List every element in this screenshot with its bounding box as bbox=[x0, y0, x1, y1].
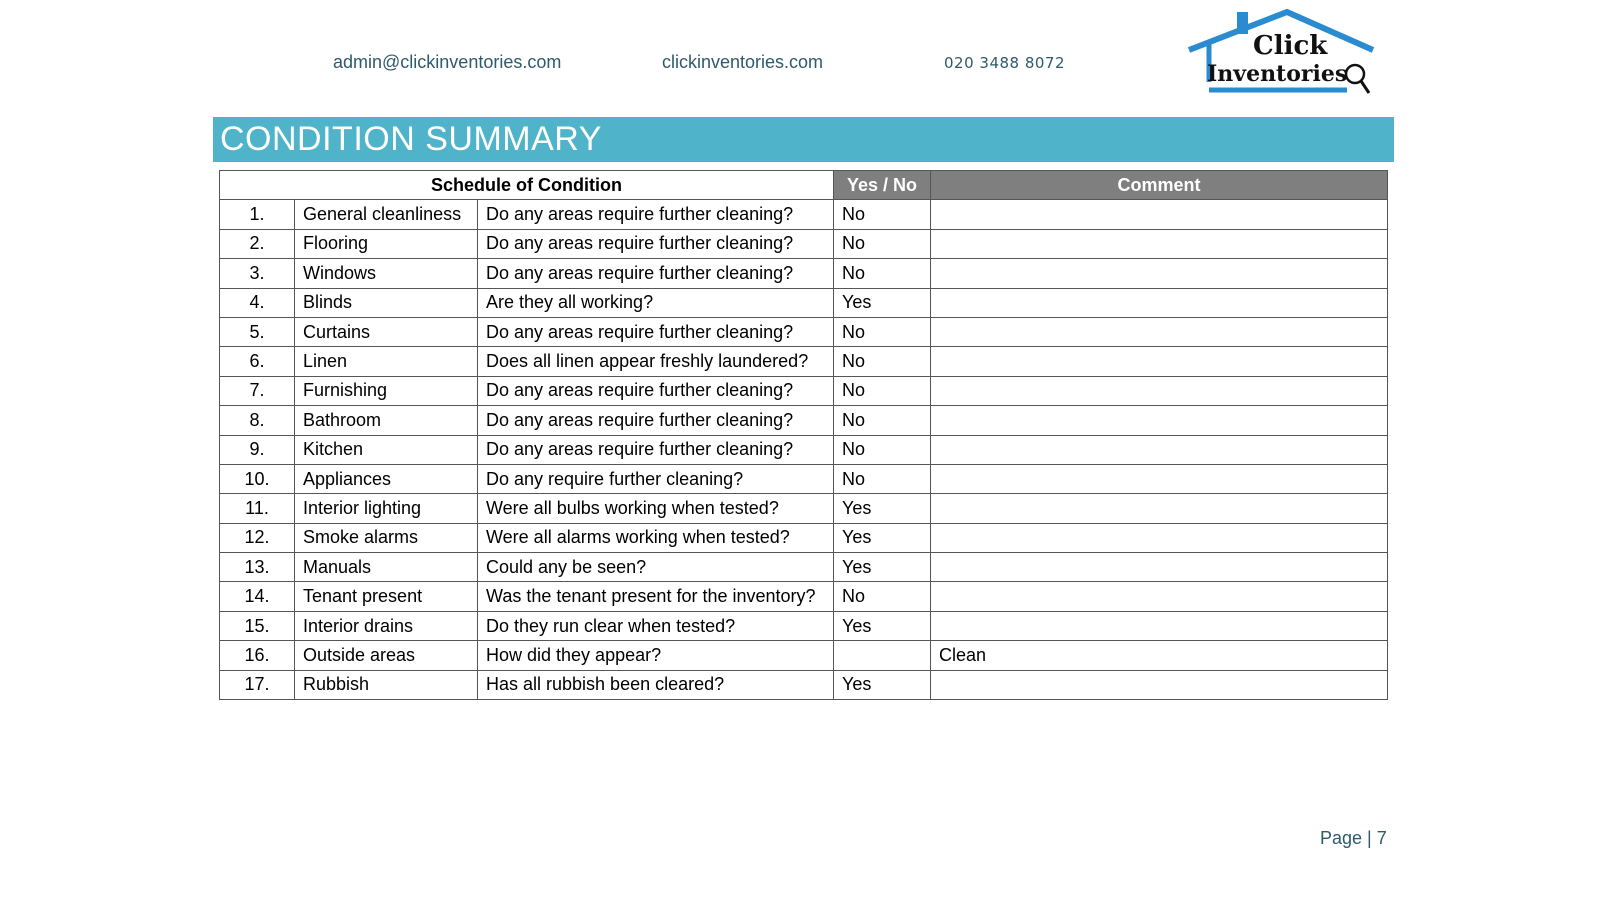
logo-line1: Click bbox=[1253, 31, 1328, 61]
row-number: 5. bbox=[220, 317, 295, 346]
table-row bbox=[220, 670, 1388, 699]
table-row bbox=[220, 376, 1388, 405]
page-number: Page | 7 bbox=[1320, 828, 1387, 848]
row-answer: No bbox=[834, 582, 931, 611]
row-comment bbox=[931, 553, 1388, 582]
row-answer: No bbox=[834, 376, 931, 405]
row-question: Has all rubbish been cleared? bbox=[478, 670, 834, 699]
row-question: How did they appear? bbox=[478, 641, 834, 670]
row-item: Curtains bbox=[295, 317, 478, 346]
row-item: Tenant present bbox=[295, 582, 478, 611]
row-answer: No bbox=[834, 464, 931, 493]
row-number: 4. bbox=[220, 288, 295, 317]
header-email[interactable]: admin@clickinventories.com bbox=[333, 52, 562, 72]
row-question: Do any areas require further cleaning? bbox=[478, 317, 834, 346]
row-item: Outside areas bbox=[295, 641, 478, 670]
table-row bbox=[220, 347, 1388, 376]
row-answer: No bbox=[834, 229, 931, 258]
row-number: 6. bbox=[220, 347, 295, 376]
row-item: Smoke alarms bbox=[295, 523, 478, 552]
row-answer: Yes bbox=[834, 611, 931, 640]
row-number: 16. bbox=[220, 641, 295, 670]
table-row bbox=[220, 406, 1388, 435]
row-answer: No bbox=[834, 259, 931, 288]
header-comment: Comment bbox=[931, 171, 1388, 200]
row-answer: No bbox=[834, 347, 931, 376]
magnifier-icon bbox=[1346, 65, 1364, 83]
table-row bbox=[220, 464, 1388, 493]
row-item: Appliances bbox=[295, 464, 478, 493]
table-row bbox=[220, 229, 1388, 258]
row-item: Manuals bbox=[295, 553, 478, 582]
row-comment bbox=[931, 670, 1388, 699]
row-item: Kitchen bbox=[295, 435, 478, 464]
row-question: Were all alarms working when tested? bbox=[478, 523, 834, 552]
table-row bbox=[220, 582, 1388, 611]
table-row bbox=[220, 288, 1388, 317]
table-row bbox=[220, 494, 1388, 523]
row-comment bbox=[931, 435, 1388, 464]
table-row bbox=[220, 259, 1388, 288]
row-comment bbox=[931, 582, 1388, 611]
row-question: Do any areas require further cleaning? bbox=[478, 200, 834, 229]
header-schedule: Schedule of Condition bbox=[220, 171, 834, 200]
row-question: Were all bulbs working when tested? bbox=[478, 494, 834, 523]
row-number: 2. bbox=[220, 229, 295, 258]
company-logo bbox=[1187, 8, 1387, 98]
row-answer: Yes bbox=[834, 288, 931, 317]
section-title: CONDITION SUMMARY bbox=[213, 117, 1394, 162]
logo-line2: Inventories bbox=[1207, 61, 1348, 87]
row-question: Are they all working? bbox=[478, 288, 834, 317]
row-comment: Clean bbox=[931, 641, 1388, 670]
row-answer: No bbox=[834, 406, 931, 435]
row-number: 17. bbox=[220, 670, 295, 699]
row-question: Do any require further cleaning? bbox=[478, 464, 834, 493]
table-header-row bbox=[220, 171, 1388, 200]
row-number: 10. bbox=[220, 464, 295, 493]
row-question: Could any be seen? bbox=[478, 553, 834, 582]
row-comment bbox=[931, 523, 1388, 552]
row-item: General cleanliness bbox=[295, 200, 478, 229]
row-item: Flooring bbox=[295, 229, 478, 258]
row-answer: Yes bbox=[834, 553, 931, 582]
header-yes-no: Yes / No bbox=[834, 171, 931, 200]
row-question: Was the tenant present for the inventory? bbox=[478, 582, 834, 611]
row-comment bbox=[931, 464, 1388, 493]
table-row bbox=[220, 200, 1388, 229]
table-row bbox=[220, 641, 1388, 670]
row-item: Windows bbox=[295, 259, 478, 288]
row-number: 15. bbox=[220, 611, 295, 640]
row-number: 7. bbox=[220, 376, 295, 405]
row-number: 13. bbox=[220, 553, 295, 582]
row-comment bbox=[931, 229, 1388, 258]
row-question: Do any areas require further cleaning? bbox=[478, 435, 834, 464]
table-row bbox=[220, 317, 1388, 346]
row-number: 8. bbox=[220, 406, 295, 435]
row-question: Does all linen appear freshly laundered? bbox=[478, 347, 834, 376]
row-question: Do they run clear when tested? bbox=[478, 611, 834, 640]
header-website[interactable]: clickinventories.com bbox=[662, 52, 824, 72]
table-row bbox=[220, 611, 1388, 640]
row-comment bbox=[931, 406, 1388, 435]
row-answer: Yes bbox=[834, 670, 931, 699]
row-item: Rubbish bbox=[295, 670, 478, 699]
row-answer: No bbox=[834, 435, 931, 464]
header-phone: 020 3488 8072 bbox=[944, 54, 1066, 72]
row-question: Do any areas require further cleaning? bbox=[478, 259, 834, 288]
row-question: Do any areas require further cleaning? bbox=[478, 229, 834, 258]
row-number: 12. bbox=[220, 523, 295, 552]
row-comment bbox=[931, 347, 1388, 376]
row-comment bbox=[931, 200, 1388, 229]
row-comment bbox=[931, 494, 1388, 523]
row-number: 3. bbox=[220, 259, 295, 288]
table-row bbox=[220, 523, 1388, 552]
row-answer: Yes bbox=[834, 523, 931, 552]
row-answer: Yes bbox=[834, 494, 931, 523]
row-comment bbox=[931, 376, 1388, 405]
row-answer: No bbox=[834, 200, 931, 229]
row-item: Interior lighting bbox=[295, 494, 478, 523]
table-row bbox=[220, 435, 1388, 464]
row-number: 1. bbox=[220, 200, 295, 229]
row-answer bbox=[834, 641, 931, 670]
row-question: Do any areas require further cleaning? bbox=[478, 376, 834, 405]
row-item: Linen bbox=[295, 347, 478, 376]
row-number: 9. bbox=[220, 435, 295, 464]
row-comment bbox=[931, 317, 1388, 346]
row-item: Bathroom bbox=[295, 406, 478, 435]
row-item: Blinds bbox=[295, 288, 478, 317]
condition-table bbox=[219, 170, 1388, 700]
row-comment bbox=[931, 288, 1388, 317]
table-row bbox=[220, 553, 1388, 582]
row-comment bbox=[931, 259, 1388, 288]
row-number: 14. bbox=[220, 582, 295, 611]
row-comment bbox=[931, 611, 1388, 640]
row-question: Do any areas require further cleaning? bbox=[478, 406, 834, 435]
row-item: Interior drains bbox=[295, 611, 478, 640]
row-item: Furnishing bbox=[295, 376, 478, 405]
row-number: 11. bbox=[220, 494, 295, 523]
row-answer: No bbox=[834, 317, 931, 346]
